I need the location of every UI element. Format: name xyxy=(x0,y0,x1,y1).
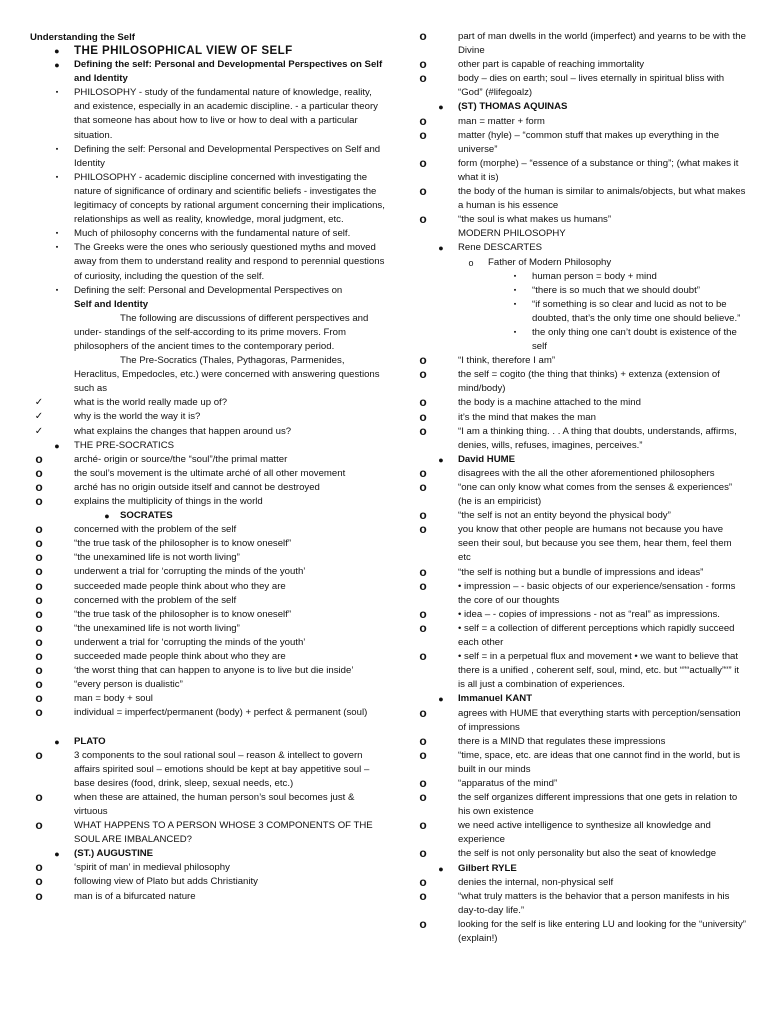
bullet-circle-icon: o xyxy=(419,790,427,805)
list-item xyxy=(414,411,746,425)
bullet-circle-icon: o xyxy=(35,578,43,593)
list-item xyxy=(414,509,746,523)
list-item-text: concerned with the problem of the self xyxy=(74,594,237,606)
list-item-text: the self is not only personality but also the seat of knowledge xyxy=(458,848,717,860)
list-item-text: (ST) THOMAS AQUINAS xyxy=(458,101,568,113)
list-item xyxy=(414,622,746,650)
list-item-text: PHILOSOPHY - study of the fundamental nature of knowledge, reality, and existence, especially in an academic discipline. - a particular theory that someone has about how to live or how to deal with a particular situation. xyxy=(74,87,378,141)
bullet-circle-icon: o xyxy=(419,874,427,889)
checkmark-icon: ✓ xyxy=(34,425,44,437)
bullet-circle-icon: o xyxy=(35,606,43,621)
list-item-text: “I think, therefore I am” xyxy=(458,355,556,367)
bullet-circle-icon: o xyxy=(419,564,427,579)
list-item-text: the soul’s movement is the ultimate arché of all other movement xyxy=(74,467,346,479)
bullet-dot-icon: ● xyxy=(54,440,60,451)
list-item-text: succeeded made people think about who they are xyxy=(74,651,286,663)
bullet-circle-icon: o xyxy=(419,57,427,72)
bullet-circle-icon: o xyxy=(35,451,43,466)
list-item-text: “I am a thinking thing. . . A thing that doubts, understands, affirms, denies, wills, refuses, imagines, perceives.” xyxy=(458,425,737,451)
list-item xyxy=(30,523,385,537)
list-item-text: “time, space, etc. are ideas that one cannot find in the world, but is built in our minds xyxy=(458,749,741,775)
list-item xyxy=(414,918,746,946)
list-item xyxy=(414,129,746,157)
bullet-circle-icon: o xyxy=(468,257,474,268)
bullet-circle-icon: o xyxy=(419,606,427,621)
bullet-dot-icon: ● xyxy=(438,243,444,254)
list-item-text: the body of the human is similar to animals/objects, but what makes a human is his essence xyxy=(458,186,746,212)
list-item-text: agrees with HUME that everything starts with perception/sensation of impressions xyxy=(458,707,741,733)
list-item xyxy=(414,354,746,368)
spacer xyxy=(30,721,385,735)
bullet-circle-icon: o xyxy=(35,494,43,508)
list-item xyxy=(414,100,746,114)
page-title: Understanding the Self xyxy=(30,32,136,43)
list-item xyxy=(414,326,746,354)
list-item xyxy=(414,284,746,298)
list-item-text: part of man dwells in the world (imperfect) and yearns to be with the Divine xyxy=(458,31,746,57)
bullet-circle-icon: o xyxy=(419,155,427,170)
list-item xyxy=(414,735,746,749)
bullet-square-icon: ▪ xyxy=(55,173,59,181)
bullet-circle-icon: o xyxy=(35,634,43,649)
bullet-circle-icon: o xyxy=(35,691,43,706)
list-item xyxy=(30,86,385,142)
list-item-text: Much of philosophy concerns with the fundamental nature of self. xyxy=(74,228,351,240)
list-item-text: • self = a collection of different perceptions which rapidly succeed each other xyxy=(458,622,735,649)
list-item xyxy=(30,481,385,495)
list-item-text: underwent a trial for ‘corrupting the minds of the youth’ xyxy=(74,566,306,578)
list-item xyxy=(30,44,385,58)
list-item xyxy=(414,58,746,72)
bullet-circle-icon: o xyxy=(419,916,427,931)
bullet-circle-icon: o xyxy=(419,733,427,748)
bullet-circle-icon: o xyxy=(35,747,43,762)
list-item-text: Immanuel KANT xyxy=(458,693,533,705)
list-item-text: succeeded made people think about who they are xyxy=(74,580,286,592)
list-item-text: “the self is not an entity beyond the physical body” xyxy=(458,510,671,522)
list-item-text: WHAT HAPPENS TO A PERSON WHOSE 3 COMPONENTS OF THE SOUL ARE IMBALANCED? xyxy=(74,820,373,846)
bullet-square-icon: ▪ xyxy=(513,300,517,308)
list-item-text: “what truly matters is the behavior that a person manifests in his day-to-day life.” xyxy=(458,890,730,916)
list-item xyxy=(30,608,385,622)
bullet-square-icon: ▪ xyxy=(513,328,517,336)
list-item-text: “the soul is what makes us humans” xyxy=(458,214,612,226)
list-item xyxy=(414,523,746,565)
list-item-text: the only thing one can’t doubt is existence of the self xyxy=(532,326,737,353)
list-item xyxy=(414,72,746,100)
bullet-circle-icon: o xyxy=(35,789,43,804)
list-item xyxy=(414,777,746,791)
bullet-circle-icon: o xyxy=(35,479,43,494)
list-item-text: man = body + soul xyxy=(74,693,153,705)
list-item-text: Father of Modern Philosophy xyxy=(488,256,612,268)
list-item xyxy=(30,692,385,706)
list-item xyxy=(30,636,385,650)
list-item-text: following view of Plato but adds Christianity xyxy=(74,876,258,888)
list-item-text: SOCRATES xyxy=(120,510,173,522)
bullet-square-icon: ▪ xyxy=(55,244,59,252)
list-item-text: the self = cogito (the thing that thinks) + extenza (extension of mind/body) xyxy=(458,369,720,395)
list-item-text: you know that other people are humans not because you have seen their soul, but because you see them, hear them, feel them etc xyxy=(458,524,732,564)
list-item-text: form (morphe) – “essence of a substance or thing”; (what makes it what it is) xyxy=(458,157,739,183)
bullet-circle-icon: o xyxy=(35,818,43,833)
list-item xyxy=(414,227,746,241)
list-item xyxy=(30,453,385,467)
list-item xyxy=(414,650,746,692)
list-item-text: ‘spirit of man’ in medieval philosophy xyxy=(74,862,230,874)
list-item xyxy=(414,185,746,213)
list-item-text: “one can only know what comes from the senses & experiences” (he is an empiricist) xyxy=(458,482,733,508)
list-item xyxy=(30,565,385,579)
list-item-text: explains the multiplicity of things in the world xyxy=(74,496,263,507)
list-item-text: “if something is so clear and lucid as not to be doubted, that’s the only time one should believe.” xyxy=(532,298,741,324)
bullet-dot-icon: ● xyxy=(54,736,60,747)
bullet-square-icon: ▪ xyxy=(55,145,59,153)
list-item-text: disagrees with the all the other aforementioned philosophers xyxy=(458,467,715,479)
list-item-text: Gilbert RYLE xyxy=(458,862,517,874)
bullet-circle-icon: o xyxy=(419,29,427,43)
list-item xyxy=(414,749,746,777)
list-item xyxy=(30,706,385,720)
list-item xyxy=(30,171,385,227)
list-item-text: arché- origin or source/the “soul”/the primal matter xyxy=(74,453,288,465)
list-item-text: Defining the self: Personal and Developmental Perspectives on Self and Identity xyxy=(74,143,381,169)
bullet-circle-icon: o xyxy=(419,818,427,833)
bullet-circle-icon: o xyxy=(419,480,427,494)
left-column xyxy=(30,44,385,904)
list-item-text: human person = body + mind xyxy=(532,270,657,282)
list-item-text: looking for the self is like entering LU and looking for the “university” (explain!) xyxy=(458,918,746,944)
list-item xyxy=(414,115,746,129)
list-item xyxy=(414,791,746,819)
bullet-circle-icon: o xyxy=(419,113,427,128)
list-item xyxy=(30,467,385,481)
list-item-text: “there is so much that we should doubt” xyxy=(532,284,700,296)
bullet-square-icon: ▪ xyxy=(55,230,59,238)
list-item xyxy=(414,425,746,453)
bullet-dot-icon: ● xyxy=(438,454,444,465)
bullet-circle-icon: o xyxy=(419,353,427,368)
list-item xyxy=(414,481,746,509)
list-item xyxy=(30,749,385,791)
right-column xyxy=(414,30,746,946)
list-item xyxy=(414,453,746,467)
bullet-circle-icon: o xyxy=(35,649,43,664)
list-item xyxy=(30,439,385,453)
list-item-text: 3 components to the soul rational soul – reason & intellect to govern affairs spirited soul – emotions should be kept at bay appetitive soul – base desires (food, drink, sleep, sexual needs, etc.) xyxy=(74,749,370,789)
bullet-dot-icon: ● xyxy=(438,102,444,113)
list-item xyxy=(414,692,746,706)
list-item-text: • self = in a perpetual flux and movement • we want to believe that there is a unified , coherent self, soul, mind, etc. but “”“actually”“” it is all just a combination of experiences. xyxy=(458,651,740,691)
list-item xyxy=(30,650,385,664)
list-item-text: Defining the self: Personal and Developmental Perspectives on Self and Identity xyxy=(74,59,383,85)
list-item-text: THE PHILOSOPHICAL VIEW OF SELF xyxy=(74,44,293,57)
list-item-text: why is the world the way it is? xyxy=(74,411,201,423)
bullet-circle-icon: o xyxy=(419,212,427,227)
list-item-text: The Greeks were the ones who seriously questioned myths and moved away from them to understand reality and respond to perennial questions of curiosity, including the question of the self. xyxy=(74,242,385,282)
bullet-circle-icon: o xyxy=(419,578,427,593)
list-item-text: ‘the worst thing that can happen to anyone is to live but die inside’ xyxy=(74,665,354,677)
list-item-text: other part is capable of reaching immortality xyxy=(458,59,645,71)
list-item-text: “apparatus of the mind” xyxy=(458,777,558,789)
bullet-circle-icon: o xyxy=(35,860,43,875)
list-item xyxy=(30,410,385,424)
list-item-text: (ST.) AUGUSTINE xyxy=(74,848,154,860)
list-item xyxy=(30,861,385,875)
list-item xyxy=(414,580,746,608)
bullet-circle-icon: o xyxy=(419,522,427,537)
bullet-circle-icon: o xyxy=(35,550,43,565)
bullet-circle-icon: o xyxy=(35,522,43,537)
checkmark-icon: ✓ xyxy=(34,397,44,409)
bullet-circle-icon: o xyxy=(419,465,427,480)
list-item-text: PHILOSOPHY - academic discipline concerned with investigating the nature of significance of ordinary and scientific beliefs - investigates the legitimacy of concepts by rational argument concerning their implications, relationships as well as reality, knowledge, moral judgment, etc. xyxy=(74,171,385,226)
list-item xyxy=(414,890,746,918)
bullet-dot-icon: ● xyxy=(54,60,60,71)
list-item-text: The Pre-Socratics (Thales, Pythagoras, Parmenides, Heraclitus, Empedocles, etc.) were concerned with answering questions such as xyxy=(74,355,380,395)
bullet-circle-icon: o xyxy=(419,395,427,410)
list-item-text: there is a MIND that regulates these impressions xyxy=(458,735,666,747)
list-item-text: THE PRE-SOCRATICS xyxy=(74,439,175,451)
list-item xyxy=(30,537,385,551)
bullet-circle-icon: o xyxy=(35,620,43,635)
list-item xyxy=(414,256,746,270)
bullet-circle-icon: o xyxy=(35,663,43,678)
bullet-circle-icon: o xyxy=(419,71,427,86)
list-item-text: matter (hyle) – “common stuff that makes up everything in the universe” xyxy=(458,129,720,155)
bullet-circle-icon: o xyxy=(419,705,427,720)
list-item xyxy=(30,354,385,396)
list-item xyxy=(414,467,746,481)
list-item xyxy=(414,862,746,876)
bullet-circle-icon: o xyxy=(419,409,427,424)
list-item xyxy=(414,298,746,326)
list-item-text: Defining the self: Personal and Developmental Perspectives on xyxy=(74,284,343,296)
list-item-text: denies the internal, non-physical self xyxy=(458,876,614,888)
list-item xyxy=(30,396,385,410)
list-item xyxy=(414,157,746,185)
list-item-text: individual = imperfect/permanent (body) + perfect & permanent (soul) xyxy=(74,707,368,719)
list-item xyxy=(30,284,385,312)
bullet-circle-icon: o xyxy=(35,564,43,579)
list-item xyxy=(30,594,385,608)
list-item xyxy=(414,368,746,396)
list-item-subtext: Self and Identity xyxy=(74,298,149,310)
bullet-circle-icon: o xyxy=(419,508,427,523)
bullet-circle-icon: o xyxy=(35,888,43,903)
list-item-text: it’s the mind that makes the man xyxy=(458,411,596,423)
list-item xyxy=(30,312,385,354)
list-item xyxy=(414,30,746,58)
list-item xyxy=(30,58,385,86)
list-item-text: what is the world really made up of? xyxy=(74,397,228,409)
list-item-text: “the unexamined life is not worth living” xyxy=(74,552,240,564)
list-item-text: “the self is nothing but a bundle of impressions and ideas” xyxy=(458,566,704,578)
list-item xyxy=(30,227,385,241)
list-item xyxy=(414,213,746,227)
bullet-circle-icon: o xyxy=(419,775,427,790)
list-item xyxy=(414,566,746,580)
list-item xyxy=(414,270,746,284)
bullet-circle-icon: o xyxy=(419,649,427,664)
list-item xyxy=(414,608,746,622)
list-item-text: man is of a bifurcated nature xyxy=(74,890,196,902)
bullet-square-icon: ▪ xyxy=(513,272,517,280)
list-item xyxy=(30,678,385,692)
list-item-text: the body is a machine attached to the mind xyxy=(458,397,641,409)
list-item-text: what explains the changes that happen around us? xyxy=(74,425,292,437)
list-item-text: body – dies on earth; soul – lives eternally in spiritual bliss with “God” (#lifegoalz) xyxy=(458,73,725,99)
list-item-text: underwent a trial for ‘corrupting the minds of the youth’ xyxy=(74,636,306,648)
list-item xyxy=(30,875,385,889)
bullet-circle-icon: o xyxy=(419,127,427,142)
list-item-text: “the unexamined life is not worth living” xyxy=(74,622,240,634)
bullet-circle-icon: o xyxy=(419,846,427,861)
bullet-dot-icon: ● xyxy=(54,46,60,56)
list-item-text: MODERN PHILOSOPHY xyxy=(458,228,566,240)
bullet-circle-icon: o xyxy=(419,367,427,382)
checkmark-icon: ✓ xyxy=(34,411,44,423)
list-item-text: arché has no origin outside itself and cannot be destroyed xyxy=(74,481,320,493)
list-item-text: man = matter + form xyxy=(458,115,545,127)
list-item-text: Rene DESCARTES xyxy=(458,242,543,254)
bullet-dot-icon: ● xyxy=(438,694,444,705)
list-item xyxy=(30,890,385,904)
list-item xyxy=(30,791,385,819)
list-item-text: we need active intelligence to synthesize all knowledge and experience xyxy=(458,820,711,846)
bullet-circle-icon: o xyxy=(419,747,427,762)
list-item xyxy=(30,580,385,594)
list-item xyxy=(30,819,385,847)
list-item xyxy=(30,847,385,861)
list-item xyxy=(414,396,746,410)
bullet-circle-icon: o xyxy=(35,705,43,720)
bullet-circle-icon: o xyxy=(419,184,427,199)
list-item-text: The following are discussions of different perspectives and under- standings of the self-according to its prime movers. From philosophers of the ancient times to the contemporary period. xyxy=(74,312,369,352)
bullet-dot-icon: ● xyxy=(104,511,110,522)
list-item-text: “the true task of the philosopher is to know oneself” xyxy=(74,608,292,620)
list-item-text: PLATO xyxy=(74,735,106,747)
bullet-circle-icon: o xyxy=(35,465,43,480)
list-item-text: concerned with the problem of the self xyxy=(74,524,237,536)
bullet-circle-icon: o xyxy=(35,592,43,607)
list-item xyxy=(30,425,385,439)
bullet-circle-icon: o xyxy=(35,536,43,551)
bullet-square-icon: ▪ xyxy=(55,89,59,97)
list-item-text: the self organizes different impressions that one gets in relation to his own existence xyxy=(458,792,738,818)
list-item-text: David HUME xyxy=(458,453,516,465)
list-item-text: “the true task of the philosopher is to know oneself” xyxy=(74,538,292,550)
list-item-text: • impression – - basic objects of our experience/sensation - forms the core of our thoughts xyxy=(458,580,736,606)
list-item xyxy=(30,143,385,171)
list-item xyxy=(414,876,746,890)
list-item xyxy=(30,735,385,749)
list-item xyxy=(30,509,385,523)
list-item xyxy=(30,495,385,509)
bullet-dot-icon: ● xyxy=(438,863,444,874)
list-item-text: when these are attained, the human person’s soul becomes just & virtuous xyxy=(74,791,355,817)
bullet-square-icon: ▪ xyxy=(55,286,59,294)
bullet-circle-icon: o xyxy=(419,620,427,635)
list-item xyxy=(414,819,746,847)
list-item-text: • idea – - copies of impressions - not as “real” as impressions. xyxy=(458,608,720,620)
bullet-dot-icon: ● xyxy=(54,849,60,860)
bullet-square-icon: ▪ xyxy=(513,286,517,294)
list-item xyxy=(30,551,385,565)
list-item xyxy=(30,622,385,636)
list-item xyxy=(414,847,746,861)
bullet-circle-icon: o xyxy=(35,677,43,692)
bullet-circle-icon: o xyxy=(419,888,427,903)
list-item xyxy=(414,707,746,735)
list-item xyxy=(414,241,746,255)
bullet-circle-icon: o xyxy=(35,874,43,889)
list-item xyxy=(30,241,385,283)
list-item xyxy=(30,664,385,678)
list-item-text: “every person is dualistic” xyxy=(74,679,183,691)
bullet-circle-icon: o xyxy=(419,423,427,438)
